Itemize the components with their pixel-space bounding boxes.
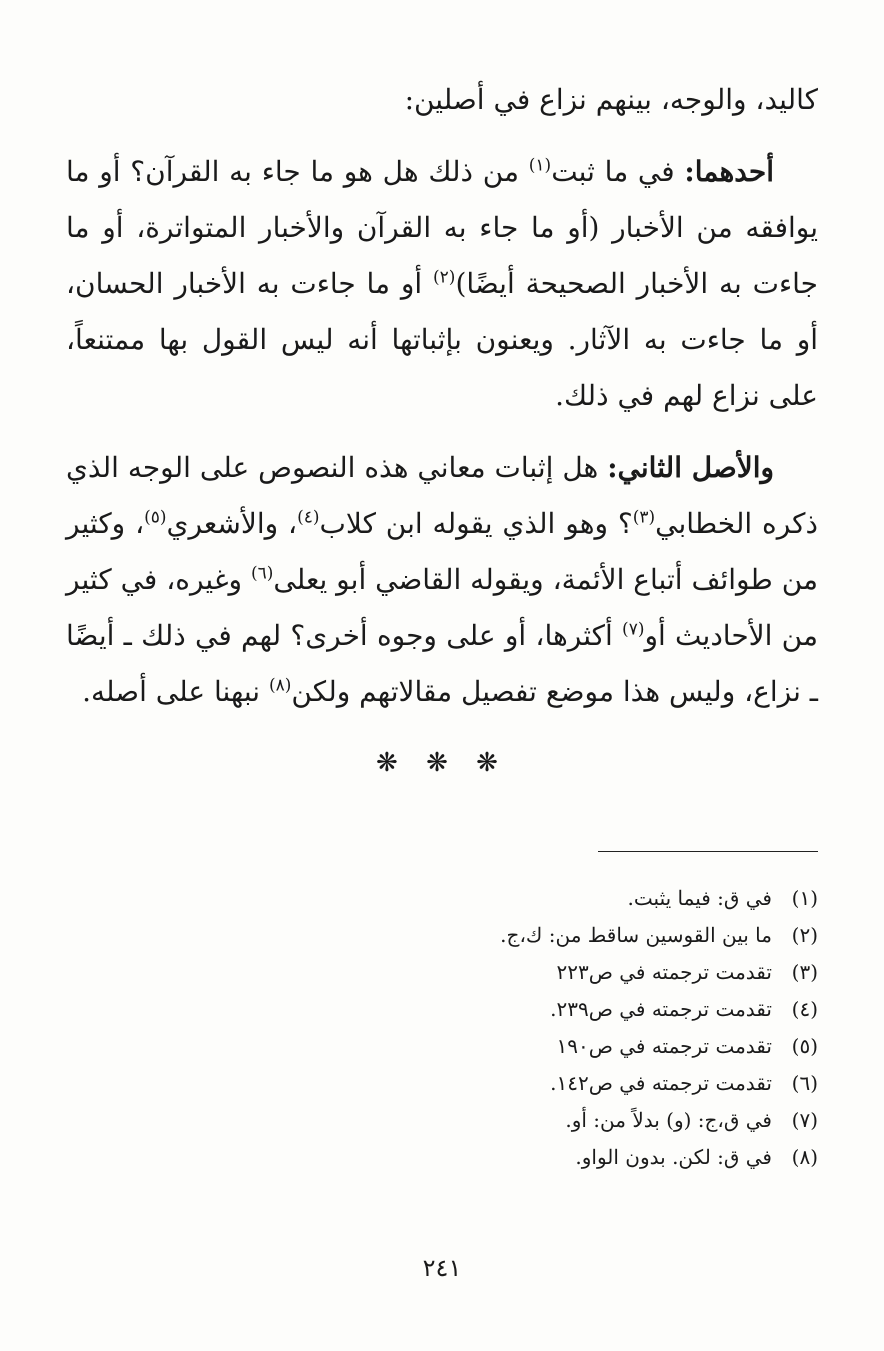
footnote-ref-2[interactable]: (٢) bbox=[433, 267, 456, 288]
footnote-ref-4[interactable]: (٤) bbox=[297, 507, 320, 528]
footnote-text: تقدمت ترجمته في ص٢٢٣ bbox=[556, 960, 772, 984]
footnote-item bbox=[218, 1065, 818, 1102]
footnote-text: ما بين القوسين ساقط من: ك،ج. bbox=[500, 923, 772, 947]
footnote-number: (٨) bbox=[791, 1145, 818, 1169]
footnote-item bbox=[218, 991, 818, 1028]
footnote-ref-3[interactable]: (٣) bbox=[632, 507, 656, 528]
paragraph-second-principle: والأصل الثاني: هل إثبات معاني هذه النصوص على الوجه الذي ذكره الخطابي$^{(٣)}$؟ وهو الذي يقوله ابن كلاب$^{(٤)}$، والأشعري$^{(٥)}$، وكثير من طوائف أتباع الأئمة، ويقوله القاضي أبو يعلى$^{(٦)}$ وغيره، في كثير من الأحاديث أو$^{(٧)}$ أكثرها، أو على وجوه أخرى؟ لهم في ذلك ـ أيضًا ـ نزاع، وليس هذا موضع تفصيل مقالاتهم ولكن$^{(٨)}$ نبهنا على أصله. bbox=[66, 451, 819, 708]
footnote-ref-7[interactable]: (٧) bbox=[622, 619, 645, 640]
footnote-number: (١) bbox=[791, 886, 818, 910]
footnote-number: (٤) bbox=[791, 997, 818, 1021]
footnote-number: (٢) bbox=[791, 923, 818, 947]
footnote-ref-5[interactable]: (٥) bbox=[144, 507, 167, 528]
footnote-text: تقدمت ترجمته في ص١٤٢. bbox=[550, 1071, 772, 1095]
footnote-number: (٦) bbox=[791, 1071, 818, 1095]
footnote-number: (٥) bbox=[791, 1034, 818, 1058]
paragraph-first-principle: أحدهما: في ما ثبت$^{(١)}$ من ذلك هل هو ما جاء به القرآن؟ أو ما يوافقه من الأخبار (أو ما جاء به القرآن والأخبار المتواترة، أو ما جاءت به الأخبار الصحيحة أيضًا)$^{(٢)}$ أو ما جاءت به الأخبار الحسان، أو ما جاءت به الآثار. ويعنون بإثباتها أنه ليس القول بها ممتنعاً، على نزاع لهم في ذلك. bbox=[66, 155, 818, 412]
footnote-text: في ق،ج: (و) بدلاً من: أو. bbox=[565, 1108, 772, 1132]
section-separator: ❋ ❋ ❋ bbox=[376, 748, 508, 778]
footnote-number: (٧) bbox=[791, 1108, 818, 1132]
footnote-text: تقدمت ترجمته في ص١٩٠ bbox=[556, 1034, 772, 1058]
footnote-item bbox=[218, 880, 818, 917]
main-text bbox=[66, 72, 818, 720]
second-principle-heading: والأصل الثاني: bbox=[607, 451, 774, 484]
intro-line: كاليد، والوجه، بينهم نزاع في أصلين: bbox=[404, 83, 818, 116]
footnote-text: في ق: لكن. بدون الواو. bbox=[575, 1145, 772, 1169]
first-principle-heading: أحدهما: bbox=[684, 155, 774, 188]
footnote-ref-8[interactable]: (٨) bbox=[269, 675, 292, 696]
footnote-item bbox=[218, 954, 818, 991]
footnote-item bbox=[218, 1139, 818, 1176]
footnote-text: في ق: فيما يثبت. bbox=[627, 886, 772, 910]
footnote-ref-1[interactable]: (١) bbox=[528, 155, 552, 176]
footnote-text: تقدمت ترجمته في ص٢٣٩. bbox=[550, 997, 772, 1021]
footnotes-list bbox=[218, 880, 818, 1176]
page-number: ٢٤١ bbox=[422, 1254, 462, 1282]
footnote-divider bbox=[598, 851, 818, 852]
footnote-ref-6[interactable]: (٦) bbox=[250, 563, 274, 584]
footnote-item bbox=[218, 917, 818, 954]
footnote-item bbox=[218, 1102, 818, 1139]
footnote-number: (٣) bbox=[791, 960, 818, 984]
footnote-item bbox=[218, 1028, 818, 1065]
